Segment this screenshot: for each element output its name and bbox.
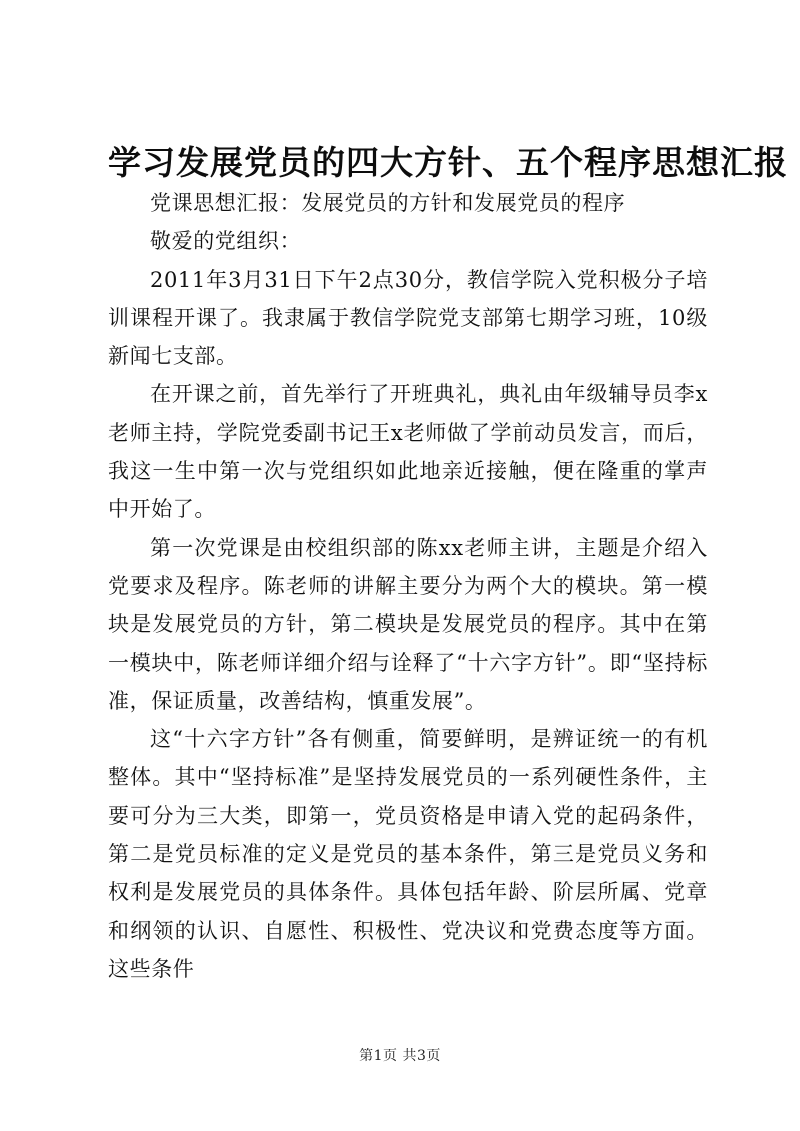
page-footer: 第1页 共3页 (359, 1048, 441, 1064)
paragraph-salutation: 敬爱的党组织： (150, 229, 302, 254)
document-body (108, 184, 708, 988)
paragraph-3: 第一次党课是由校组织部的陈xx老师主讲，主题是介绍入党要求及程序。陈老师的讲解主要分为两个大的模块。第一模块是发展党员的方针，第二模块是发展党员的程序。其中在第一模块中，陈老师详细介绍与诠释了“十六字方针”。即“坚持标准，保证质量，改善结构，慎重发展”。 (108, 535, 708, 713)
document-title: 学习发展党员的四大方针、五个程序思想汇报 (108, 143, 788, 182)
paragraph-2: 在开课之前，首先举行了开班典礼，典礼由年级辅导员李x老师主持，学院党委副书记王x老师做了学前动员发言，而后，我这一生中第一次与党组织如此地亲近接触，便在隆重的掌声中开始了。 (108, 382, 708, 522)
paragraph-subtitle: 党课思想汇报：发展党员的方针和发展党员的程序 (150, 191, 626, 215)
paragraph-4: 这“十六字方针”各有侧重，简要鲜明，是辨证统一的有机整体。其中“坚持标准”是坚持发展党员的一系列硬性条件，主要可分为三大类，即第一，党员资格是申请入党的起码条件，第二是党员标准的定义是党员的基本条件，第三是党员义务和权利是发展党员的具体条件。具体包括年龄、阶层所属、党章和纲领的认识、自愿性、积极性、党决议和党费态度等方面。这些条件 (108, 727, 708, 981)
paragraph-1: 2011年3月31日下午2点30分，教信学院入党积极分子培训课程开课了。我隶属于教信学院党支部第七期学习班，10级新闻七支部。 (108, 267, 708, 369)
